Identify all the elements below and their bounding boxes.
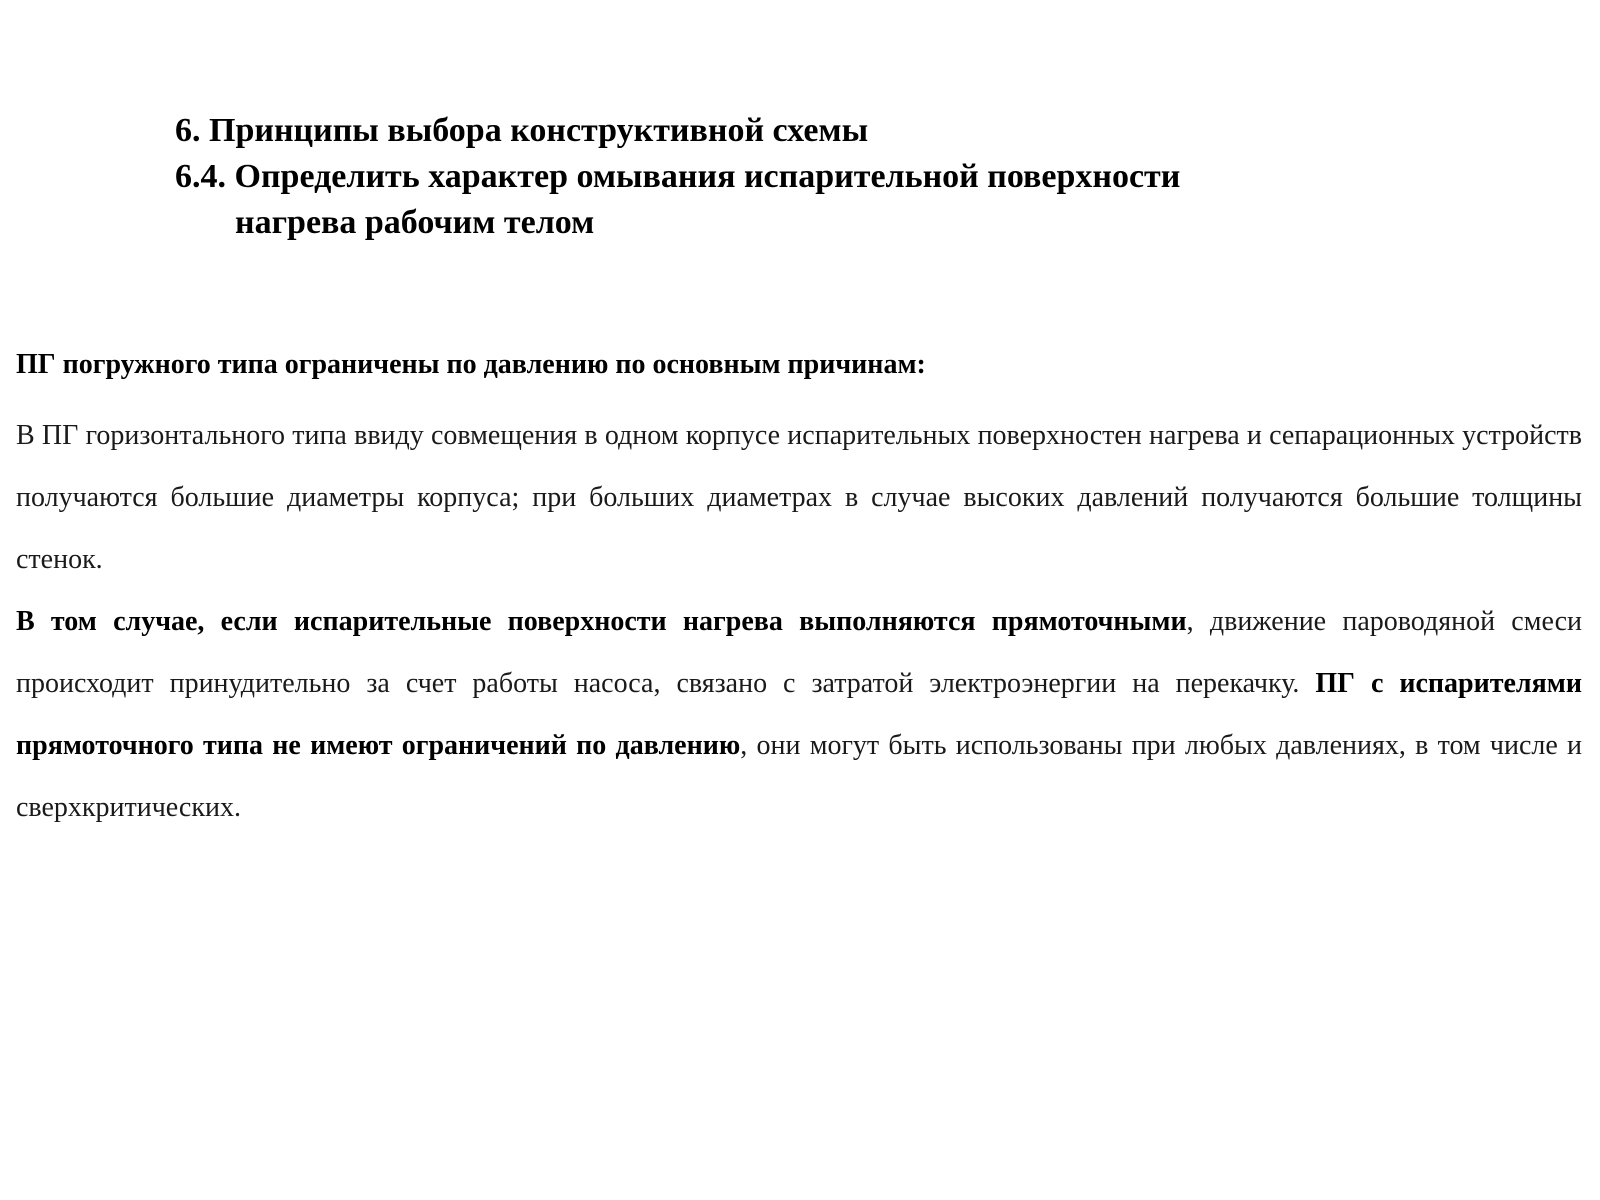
title-line-1: 6. Принципы выбора конструктивной схемы xyxy=(175,112,869,149)
slide-title xyxy=(175,108,1475,246)
lead-statement: ПГ погружного типа ограничены по давлению по основным причинам: xyxy=(16,349,926,380)
slide-body xyxy=(16,345,1582,839)
title-line-2: 6.4. Определить характер омывания испарительной поверхности xyxy=(175,158,1181,195)
paragraph2-bold-2: ПГ с испарителями прямоточного типа не имеют ограничений по давлению xyxy=(16,668,1582,761)
title-line-3: нагрева рабочим телом xyxy=(235,204,595,241)
paragraph2-bold-1: В том случае, если испарительные поверхности нагрева выполняются прямоточными xyxy=(16,606,1187,637)
paragraph2-text-2: , они могут быть использованы при любых давлениях, в том числе и сверхкритических. xyxy=(16,730,1582,823)
paragraph-horizontal-type: В ПГ горизонтального типа ввиду совмещения в одном корпусе испарительных поверхностен нагрева и сепарационных устройств получаются большие диаметры корпуса; при больших диаметрах в случае высоких давлений получаются большие толщины стенок. xyxy=(16,420,1582,575)
paragraph-once-through xyxy=(16,591,1582,839)
paragraph2-text-1: , движение пароводяной смеси происходит принудительно за счет работы насоса, связано с затратой электроэнергии на перекачку. xyxy=(16,606,1582,699)
